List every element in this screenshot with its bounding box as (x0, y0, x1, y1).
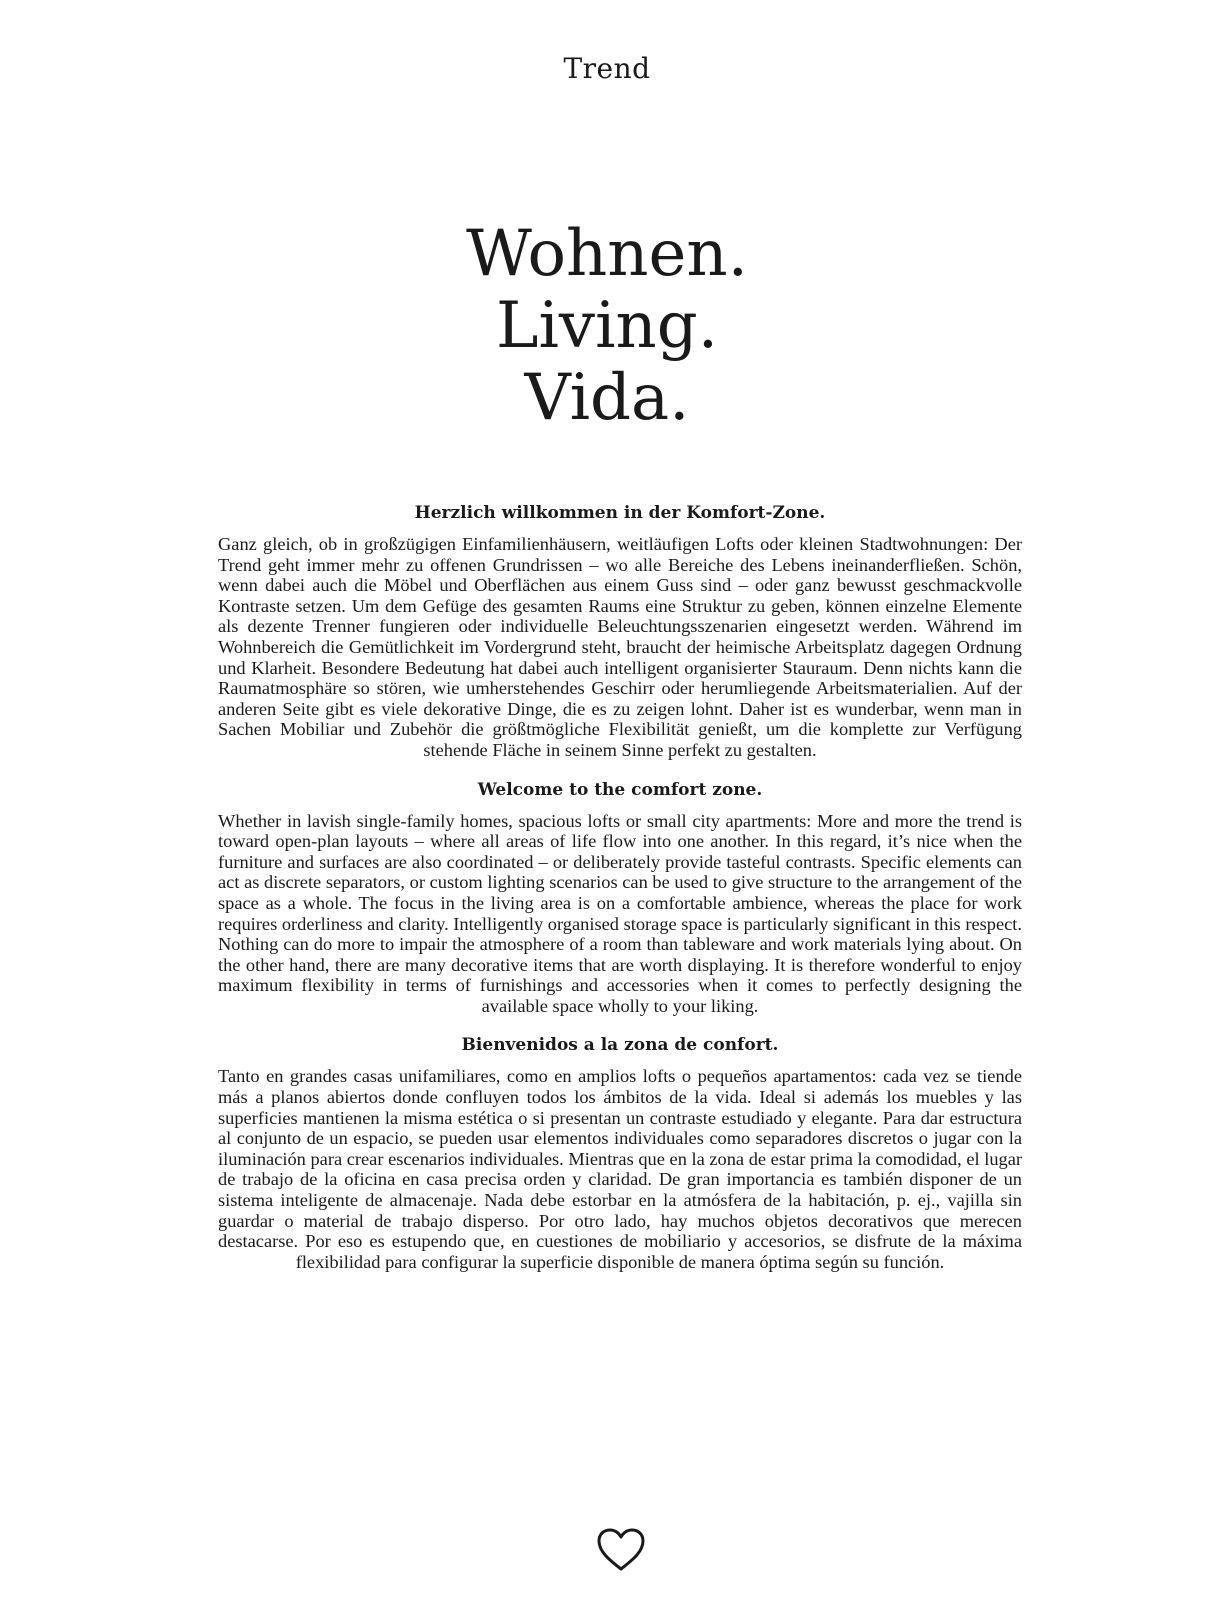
section-heading-english: Welcome to the comfort zone. (477, 779, 763, 800)
section-heading-spanish: Bienvenidos a la zona de confort. (461, 1035, 779, 1056)
hero-title (0, 218, 1214, 434)
section-body-english: Whether in lavish single-family homes, spacious lofts or small city apartments: More and more the trend is toward open-plan layouts – where all areas of life flow into one another. In this regard, it’s nice when the furniture and surfaces are also coordinated – or deliberately provide tasteful contrasts. Specific elements can act as discrete separators, or custom lighting scenarios can be used to give structure to the arrangement of the space as a whole. The focus in the living area is on a comfortable ambience, whereas the place for work requires orderliness and clarity. Intelligently organised storage space is particularly significant in this respect. Nothing can do more to impair the atmosphere of a room than tableware and work materials lying about. On the other hand, there are many decorative items that are worth displaying. It is therefore wonderful to enjoy maximum flexibility in terms of furnishings and accessories when it comes to perfectly designing the available space wholly to your liking. (218, 810, 1022, 1016)
section-body-spanish: Tanto en grandes casas unifamiliares, como en amplios lofts o pequeños apartamentos: cada vez se tiende más a planos abiertos donde confluyen todos los ámbitos de la vida. Ideal si además los muebles y las superficies mantienen la misma estética o si presentan un contraste estudiado y elegante. Para dar estructura al conjunto de un espacio, se pueden usar elementos individuales como separadores discretos o jugar con la iluminación para crear escenarios individuales. Mientras que en la zona de estar prima la comodidad, el lugar de trabajo de la oficina en casa precisa orden y claridad. De gran importancia es también disponer de un sistema inteligente de almacenaje. Nada debe estorbar en la atmósfera de la habitación, p. ej., vajilla sin guardar o material de trabajo disperso. Por otro lado, hay muchos objetos decorativos que merecen destacarse. Por eso es estupendo que, en cuestiones de mobiliario y accesorios, se disfrute de la máxima flexibilidad para configurar la superficie disponible de manera óptima según su función. (218, 1066, 1022, 1272)
hero-line-spanish: Vida. (524, 361, 690, 435)
section-label: Trend (563, 52, 651, 85)
section-heading-german: Herzlich willkommen in der Komfort-Zone. (414, 503, 826, 523)
section-german (218, 502, 1022, 761)
hero-line-german: Wohnen. (466, 217, 748, 291)
section-english (218, 779, 1022, 1017)
article-content (218, 502, 1022, 1290)
hero-line-english: Living. (495, 289, 719, 363)
heart-icon (596, 1527, 646, 1573)
section-spanish (218, 1034, 1022, 1272)
section-body-german: Ganz gleich, ob in großzügigen Einfamilienhäusern, weitläufigen Lofts oder kleinen Stadtwohnungen: Der Trend geht immer mehr zu offenen Grundrissen – wo alle Bereiche des Lebens ineinanderfließen. Schön, wenn dabei auch die Möbel und Oberflächen aus einem Guss sind – oder ganz bewusst geschmackvolle Kontraste setzen. Um dem Gefüge des gesamten Raums eine Struktur zu geben, können einzelne Elemente als dezente Trenner fungieren oder individuelle Beleuchtungsszenarien eingesetzt werden. Während im Wohnbereich die Gemütlichkeit im Vordergrund steht, braucht der heimische Arbeitsplatz dagegen Ordnung und Klarheit. Besondere Bedeutung hat dabei auch intelligent organisierter Stauraum. Denn nichts kann die Raumatmosphäre so stören, wie umherstehendes Geschirr oder herumliegende Arbeitsmaterialien. Auf der anderen Seite gibt es viele dekorative Dinge, die es zu zeigen lohnt. Daher ist es wunderbar, wenn man in Sachen Mobiliar und Zubehör die größtmögliche Flexibilität genießt, um die komplette zur Verfügung stehende Fläche in seinem Sinne perfekt zu gestalten. (218, 534, 1022, 760)
